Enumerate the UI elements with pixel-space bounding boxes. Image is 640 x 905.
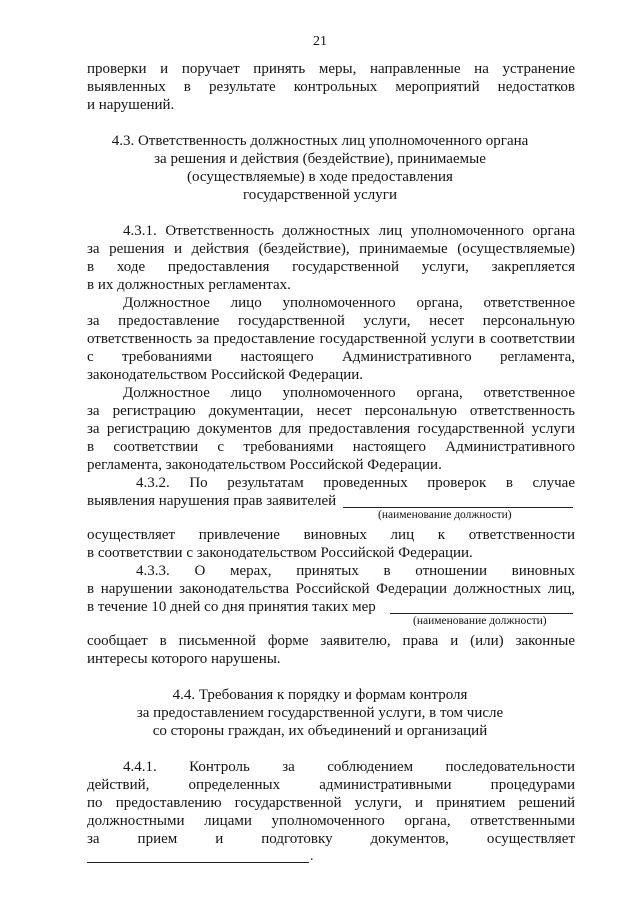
text-line: осуществляет привлечение виновных лиц к ответственности <box>87 527 575 543</box>
text-line: 4.4.1. Контроль за соблюдением последовательности <box>123 759 575 775</box>
text-line: за прием и подготовку документов, осуществляет <box>87 831 575 847</box>
text-line: в ходе предоставления государственной услуги, закрепляется <box>87 259 575 275</box>
text-line: сообщает в письменной форме заявителю, права и (или) законные <box>87 633 575 649</box>
text-line: ответственность за предоставление государственной услуги в соответствии <box>87 331 575 347</box>
text-line: регламента, законодательством Российской Федерации. <box>87 457 442 473</box>
text-line: в течение 10 дней со дня принятия таких мер <box>87 599 376 615</box>
text-line: Должностное лицо уполномоченного органа, ответственное <box>123 295 575 311</box>
text-line: 4.3.2. По результатам проведенных проверок в случае <box>136 475 575 491</box>
blank-caption: (наименование должности) <box>378 509 512 521</box>
text-line: за решения и действия (бездействие), принимаемые (осуществляемые) <box>87 241 575 257</box>
blank-caption: (наименование должности) <box>413 615 547 627</box>
text-line: Должностное лицо уполномоченного органа, ответственное <box>123 385 575 401</box>
text-line: в соответствии с требованиями настоящего Административного <box>87 439 575 455</box>
text-line: проверки и поручает принять меры, направленные на устранение <box>87 61 575 77</box>
text-line: интересы которого нарушены. <box>87 651 281 667</box>
text-line: действий, определенных административными процедурами <box>87 777 575 793</box>
section-heading: за предоставлением государственной услуги, в том числе <box>136 705 504 721</box>
text-line: должностными лицами уполномоченного органа, ответственными <box>87 813 575 829</box>
text-line: в соответствии с законодательством Российской Федерации. <box>87 545 473 561</box>
text-line: в их должностных регламентах. <box>87 277 291 293</box>
text-line: с требованиями настоящего Административного регламента, <box>87 349 575 365</box>
text-line: в нарушении законодательства Российской Федерации должностных лиц, <box>87 581 575 597</box>
sentence-end: . <box>310 849 314 864</box>
section-heading: государственной услуги <box>243 187 397 203</box>
text-line: и нарушений. <box>87 97 175 113</box>
text-line: за регистрацию документации, несет персональную ответственность <box>87 403 575 419</box>
fill-in-blank <box>87 862 309 863</box>
section-heading: (осуществляемые) в ходе предоставления <box>187 169 453 185</box>
section-heading: со стороны граждан, их объединений и организаций <box>152 723 488 739</box>
text-line: за предоставление государственной услуги, несет персональную <box>87 313 575 329</box>
section-heading: 4.4. Требования к порядку и формам контроля <box>172 687 468 703</box>
text-line: выявленных в результате контрольных мероприятий недостатков <box>87 79 575 95</box>
text-line: по предоставлению государственной услуги, и принятием решений <box>87 795 575 811</box>
text-line: 4.3.3. О мерах, принятых в отношении виновных <box>136 563 575 579</box>
text-line: законодательством Российской Федерации. <box>87 367 364 383</box>
text-line: выявления нарушения прав заявителей <box>87 493 337 509</box>
text-line: за регистрацию документов для предоставления государственной услуги <box>87 421 575 437</box>
text-line: 4.3.1. Ответственность должностных лиц уполномоченного органа <box>123 223 575 239</box>
section-heading: 4.3. Ответственность должностных лиц уполномоченного органа <box>111 133 529 149</box>
page-number: 21 <box>313 34 327 49</box>
section-heading: за решения и действия (бездействие), принимаемые <box>154 151 486 167</box>
